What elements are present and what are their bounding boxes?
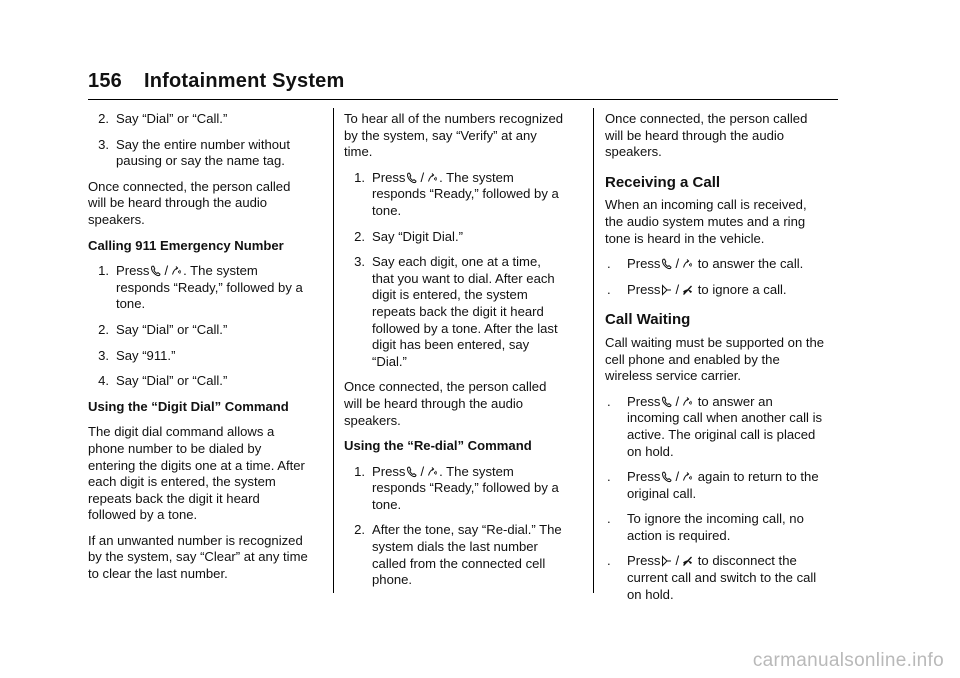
step-number: 2. (354, 522, 365, 538)
step-text: Say each digit, one at a time, that you want to dial. After each digit is entered, the system repeats back the digit it heard followed by a tone. After the last digit has been entered, say “Dial.” (372, 254, 558, 369)
step-number: 2. (354, 228, 365, 244)
call-911-step-2 (88, 322, 310, 339)
connected-paragraph: Once connected, the person called will be heard through the audio speakers. (344, 379, 547, 428)
connected-paragraph: Once connected, the person called will be heard through the audio speakers. (605, 111, 808, 160)
return-call-bullet (605, 469, 827, 502)
voice-command-icon (427, 466, 438, 478)
handset-icon (406, 172, 417, 184)
bullet-marker: . (607, 553, 611, 569)
bullet-text: To ignore the incoming call, no action is required. (627, 511, 804, 543)
step-number: 2. (98, 111, 109, 126)
receiving-call-heading: Receiving a Call (605, 173, 721, 191)
step-text: Say “Dial” or “Call.” (116, 321, 228, 337)
handset-icon (661, 258, 672, 270)
header-rule (88, 99, 838, 100)
watermark: carmanualsonline.info (752, 650, 944, 671)
step-number: 1. (354, 169, 365, 185)
step-number: 4. (98, 373, 109, 389)
bullet-text: Press / to disconnect the current call and switch to the call on hold. (627, 553, 817, 602)
step-text: Say “Dial” or “Call.” (116, 373, 228, 389)
ignore-call-bullet (605, 282, 827, 299)
step-text: Say “Digit Dial.” (372, 228, 463, 244)
redial-heading: Using the “Re-dial” Command (344, 438, 532, 454)
verify-paragraph: To hear all of the numbers recognized by the system, say “Verify” at any time. (344, 111, 564, 160)
bullet-marker: . (607, 256, 611, 272)
hang-up-icon (682, 284, 693, 296)
voice-command-icon (171, 265, 182, 277)
step-number: 2. (98, 321, 109, 337)
handset-icon (661, 471, 672, 483)
bullet-text: Press / to ignore a call. (627, 281, 787, 297)
column-divider-2 (593, 108, 594, 593)
digit-dial-heading: Using the “Digit Dial” Command (88, 398, 289, 414)
digit-dial-step-1 (344, 170, 566, 220)
bullet-text: Press / to answer an incoming call when another call is active. The original call is placed on hold. (627, 393, 823, 459)
bullet-text: Press / again to return to the original call. (627, 469, 819, 501)
disconnect-switch-bullet (605, 553, 827, 603)
bullet-marker: . (607, 393, 611, 409)
page-title: Infotainment System (143, 70, 345, 92)
voice-command-icon (682, 258, 693, 270)
bullet-marker: . (607, 511, 611, 527)
column-3 (605, 111, 827, 612)
call-waiting-heading: Call Waiting (605, 311, 691, 329)
step-number: 3. (98, 347, 109, 363)
ignore-waiting-bullet (605, 511, 827, 544)
column-2 (344, 111, 566, 598)
call-911-step-1 (88, 263, 310, 313)
column-divider-1 (333, 108, 334, 593)
voice-command-icon (427, 172, 438, 184)
call-911-step-3 (88, 348, 310, 365)
voice-command-icon (682, 396, 693, 408)
voice-command-icon (682, 471, 693, 483)
page-number: 156 (88, 70, 122, 92)
column-1 (88, 111, 310, 592)
calling-911-heading: Calling 911 Emergency Number (88, 237, 284, 253)
dial-step-2 (88, 111, 310, 128)
unwanted-number-paragraph: If an unwanted number is recognized by the system, say “Clear” at any time to clear the last number. (88, 532, 308, 582)
handset-icon (150, 265, 161, 277)
digit-dial-step-2 (344, 229, 566, 246)
connected-paragraph: Once connected, the person called will be heard through the audio speakers. (88, 178, 291, 227)
step-number: 3. (354, 254, 365, 270)
hang-up-icon (682, 555, 693, 567)
step-text: Press / . The system responds “Ready,” followed by a tone. (372, 463, 559, 512)
answer-call-bullet (605, 256, 827, 273)
digit-dial-paragraph: The digit dial command allows a phone number to be dialed by entering the digits one at a time. After each digit is entered, the system repeats back the digit it heard followed by a tone. (88, 424, 305, 523)
mute-icon (661, 555, 672, 567)
bullet-marker: . (607, 469, 611, 485)
digit-dial-step-3 (344, 254, 566, 370)
step-text: Say “911.” (116, 347, 176, 363)
bullet-text: Press / to answer the call. (627, 256, 804, 272)
step-number: 1. (98, 263, 109, 279)
redial-step-1 (344, 464, 566, 514)
receiving-call-paragraph: When an incoming call is received, the audio system mutes and a ring tone is heard in the vehicle. (605, 197, 807, 246)
call-waiting-paragraph: Call waiting must be supported on the cell phone and enabled by the wireless service carrier. (605, 334, 825, 384)
redial-step-2 (344, 522, 566, 588)
handset-icon (406, 466, 417, 478)
step-text: After the tone, say “Re-dial.” The system dials the last number called from the connected cell phone. (372, 522, 562, 588)
step-number: 1. (354, 463, 365, 479)
answer-waiting-bullet (605, 394, 827, 460)
step-text: Press / . The system responds “Ready,” followed by a tone. (372, 169, 559, 218)
handset-icon (661, 396, 672, 408)
mute-icon (661, 284, 672, 296)
step-text: Press / . The system responds “Ready,” followed by a tone. (116, 263, 303, 312)
step-text: Say the entire number without pausing or say the name tag. (116, 136, 290, 169)
bullet-marker: . (607, 281, 611, 297)
page-header (88, 70, 344, 93)
step-text: Say “Dial” or “Call.” (116, 111, 228, 126)
step-number: 3. (98, 136, 109, 152)
call-911-step-4 (88, 373, 310, 390)
dial-step-3 (88, 137, 310, 170)
